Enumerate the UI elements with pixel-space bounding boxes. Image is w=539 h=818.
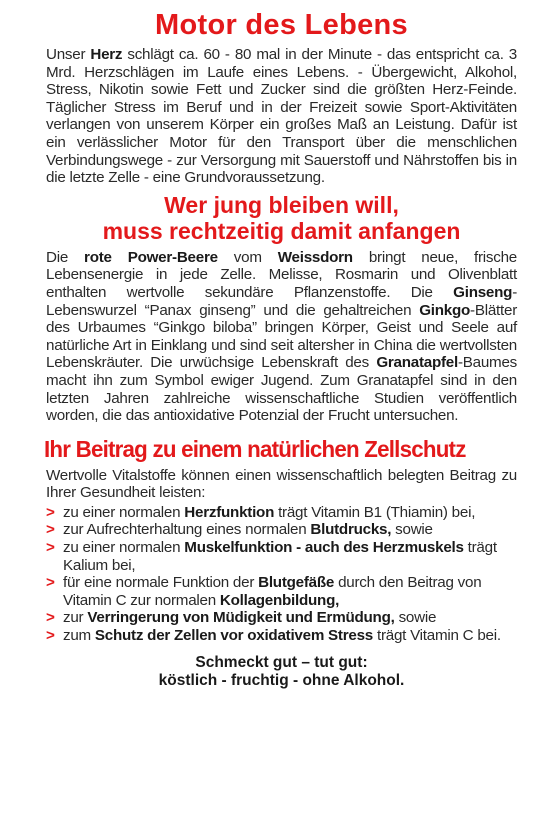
highlight: Blutdrucks, — [310, 521, 392, 539]
text: zu einer normalen — [63, 539, 185, 557]
benefit-item — [46, 521, 517, 539]
text: für eine normale Funktion der — [63, 574, 259, 592]
text: zu einer normalen — [63, 503, 185, 521]
text: -Baumes macht ihn zum Symbol ewiger Jugend. Zum Granatapfel sind in den letzten Jahren zahlreiche wissenschaftliche Studien veröffentlich worden, die das antioxidative Potenzial der Frucht untersuchen. — [46, 354, 517, 425]
benefit-item — [46, 609, 517, 627]
benefits-list — [46, 504, 517, 645]
section-heading-youth — [46, 192, 517, 244]
highlight: Verringerung von Müdigkeit und Ermüdung, — [87, 609, 395, 627]
section-heading-cell-protection: Ihr Beitrag zu einem natürlichen Zellschutz — [44, 435, 466, 462]
page-title: Motor des Lebens — [155, 9, 408, 41]
arrow-icon: > — [46, 609, 55, 627]
benefit-item — [46, 574, 517, 609]
benefit-item — [46, 539, 517, 574]
arrow-icon: > — [46, 539, 55, 557]
text: bringt neue, frische Lebensenergie in jede Zelle. Melisse, Rosmarin und Olivenblatt enthalten wertvolle sekundäre Pflanzenstoffe. Die — [46, 248, 518, 301]
highlight: Herz — [90, 46, 123, 63]
arrow-icon: > — [46, 521, 55, 539]
text: sowie — [394, 609, 437, 627]
text: durch den Beitrag von Vitamin C zur normalen — [63, 574, 482, 609]
highlight: Muskelfunktion - auch des Herzmuskels — [184, 539, 464, 557]
heading-line: muss rechtzeitig damit anfangen — [102, 217, 461, 244]
closing-slogan — [46, 654, 517, 690]
slogan-line: Schmeckt gut – tut gut: — [195, 653, 368, 671]
text: Die — [46, 248, 85, 266]
highlight: Weissdorn — [277, 248, 353, 266]
text: zum — [63, 627, 95, 645]
benefit-item — [46, 627, 517, 645]
text: trägt Kalium bei, — [63, 539, 497, 574]
text: -Lebenswurzel “Panax ginseng” und die gehaltreichen — [46, 283, 517, 319]
text: schlägt ca. 60 - 80 mal in der Minute - das entspricht ca. 3 Mrd. Herzschlägen im Laufe eines Lebens. - Übergewicht, Alkohol, Stress, Nikotin sowie Fett und Zucker sind die größten Herz-Feinde. Täglicher Stress im Beruf und in der Freizeit sowie Sport-Aktivitäten verlangen von unserem Körper ein großes Maß an Leistung. Dafür ist ein verlässlicher Motor für den Transport über die menschlichen Verbindungswege - zur Versorgung mit Sauerstoff und Nährstoffen bis in die letzte Zelle - eine Grundvoraussetzung. — [46, 46, 517, 187]
text: zur — [63, 609, 88, 627]
heading-line: Wer jung bleiben will, — [164, 191, 399, 218]
highlight: Ginkgo — [419, 301, 471, 319]
text: Unser — [46, 46, 91, 63]
highlight: Herzfunktion — [184, 503, 275, 521]
benefit-item — [46, 504, 517, 522]
intro-paragraph — [46, 46, 517, 187]
arrow-icon: > — [46, 574, 55, 592]
text: zur Aufrechterhaltung eines normalen — [63, 521, 311, 539]
benefits-intro: Wertvolle Vitalstoffe können einen wissenschaftlich belegten Beitrag zu Ihrer Gesundheit leisten: — [46, 466, 517, 502]
text: sowie — [391, 521, 433, 539]
arrow-icon: > — [46, 503, 55, 521]
highlight: Schutz der Zellen vor oxidativem Stress — [94, 627, 373, 645]
highlight: rote Power-Beere — [84, 248, 218, 266]
highlight: Granatapfel — [376, 354, 458, 372]
text: trägt Vitamin B1 (Thiamin) bei, — [274, 503, 476, 521]
ingredients-paragraph — [46, 249, 517, 425]
text: vom — [217, 248, 278, 266]
text: -Blätter des Urbaumes “Ginkgo biloba” bringen Körper, Geist und Seele auf natürliche Art in Einklang und sind seit altersher in China die wertvollsten Lebenskräuter. Die urwüchsige Lebenskraft des — [46, 301, 517, 372]
highlight: Kollagenbildung, — [219, 591, 340, 609]
text: trägt Vitamin C bei. — [373, 627, 501, 645]
highlight: Ginseng — [453, 283, 513, 301]
highlight: Blutgefäße — [258, 574, 335, 592]
slogan-line: köstlich - fruchtig - ohne Alkohol. — [158, 671, 405, 689]
arrow-icon: > — [46, 627, 55, 645]
